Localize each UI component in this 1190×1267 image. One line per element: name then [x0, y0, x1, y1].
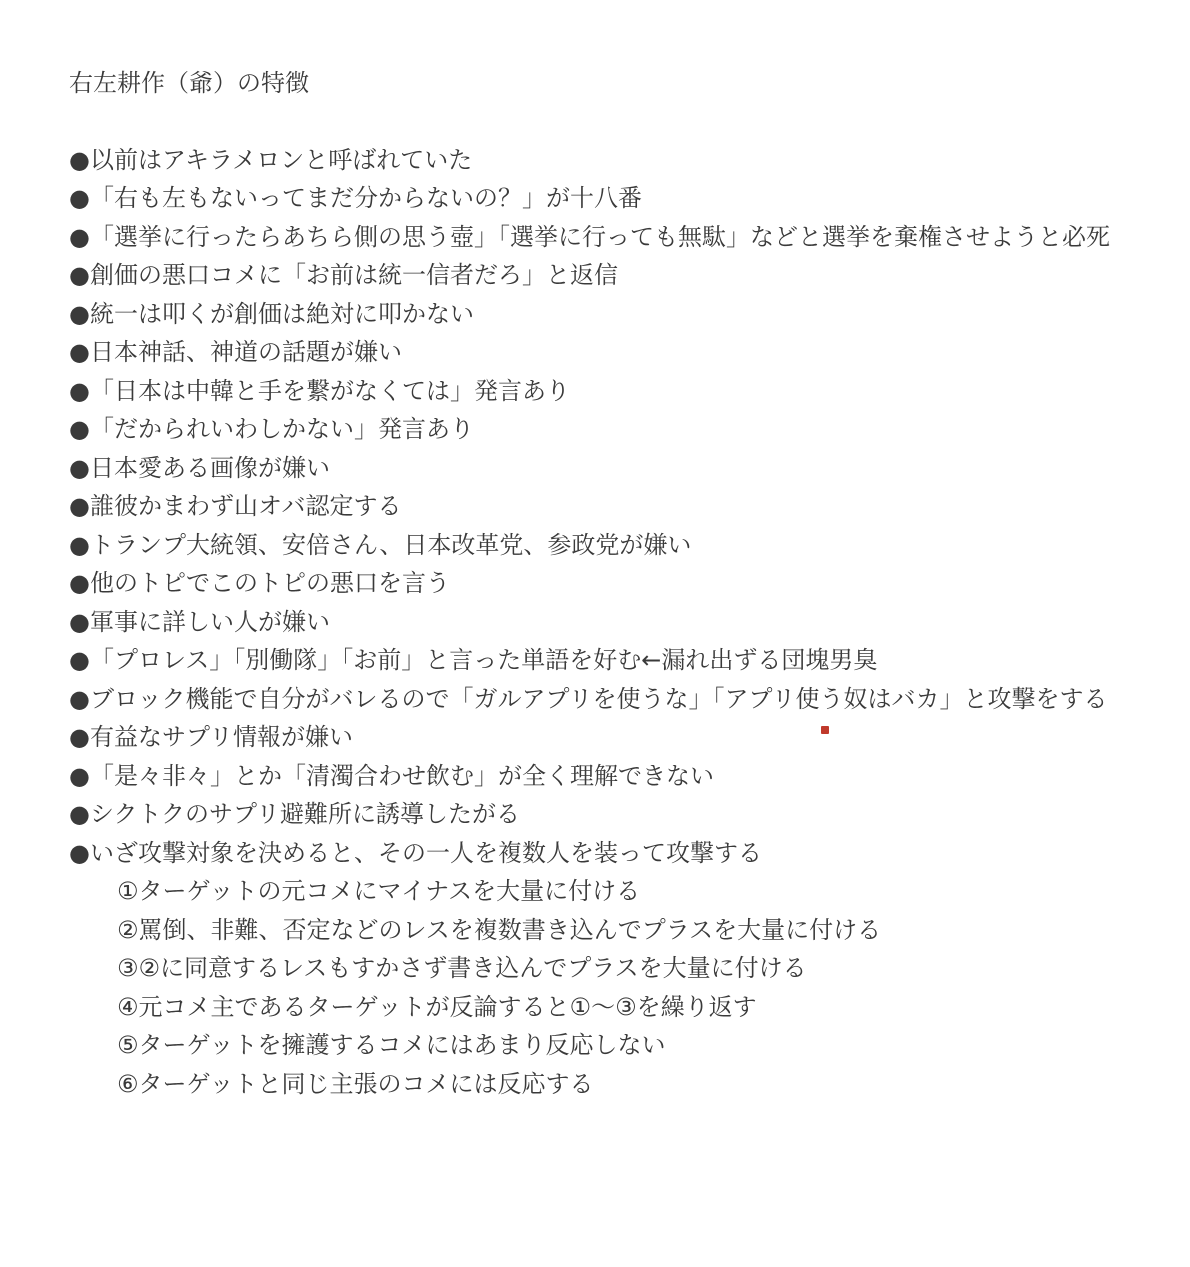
- attack-step-item: ⑤ターゲットを擁護するコメにはあまり反応しない: [117, 1031, 666, 1059]
- attack-step-item: ④元コメ主であるターゲットが反論すると①〜③を繰り返す: [117, 992, 757, 1021]
- trait-item: ●「是々非々」とか「清濁合わせ飲む」が全く理解できない: [69, 761, 714, 790]
- trait-item: ●トランプ大統領、安倍さん、日本改革党、参政党が嫌い: [69, 530, 692, 559]
- attack-step-item: ②罵倒、非難、否定などのレスを複数書き込んでプラスを大量に付ける: [117, 915, 882, 944]
- trait-item: ●以前はアキラメロンと呼ばれていた: [69, 145, 473, 174]
- trait-item: ●「だかられいわしかない」発言あり: [69, 415, 474, 443]
- trait-item: ●統一は叩くが創価は絶対に叩かない: [69, 299, 474, 328]
- trait-item: ●「選挙に行ったらあちら側の思う壺」「選挙に行っても無駄」などと選挙を棄権させようと必死: [69, 222, 1110, 251]
- trait-item: ●「日本は中韓と手を繋がなくては」発言あり: [69, 376, 570, 405]
- document: [69, 64, 1119, 1103]
- trait-item: ●日本神話、神道の話題が嫌い: [69, 338, 402, 366]
- trait-item: ●軍事に詳しい人が嫌い: [69, 607, 330, 636]
- trait-item: ●他のトピでこのトピの悪口を言う: [69, 569, 450, 597]
- attack-step-item: ①ターゲットの元コメにマイナスを大量に付ける: [117, 877, 641, 905]
- trait-item: ●誰彼かまわず山オバ認定する: [69, 492, 402, 520]
- trait-item: ●「右も左もないってまだ分からないの？」が十八番: [69, 184, 642, 212]
- document-title: 右左耕作（爺）の特徴: [69, 69, 309, 97]
- attack-step-item: ③②に同意するレスもすかさず書き込んでプラスを大量に付ける: [117, 954, 807, 982]
- trait-list: [69, 141, 1119, 1104]
- red-marker: [821, 726, 829, 734]
- attack-step-item: ⑥ターゲットと同じ主張のコメには反応する: [117, 1069, 594, 1098]
- trait-item: ●シクトクのサプリ避難所に誘導したがる: [69, 800, 521, 828]
- trait-item: ●いざ攻撃対象を決めると、その一人を複数人を装って攻撃する: [69, 838, 762, 867]
- trait-item: ●「プロレス」「別働隊」「お前」と言った単語を好む←漏れ出ずる団塊男臭: [69, 646, 878, 674]
- trait-item: ●創価の悪口コメに「お前は統一信者だろ」と返信: [69, 261, 618, 289]
- trait-item: ●日本愛ある画像が嫌い: [69, 453, 330, 482]
- trait-item: ●有益なサプリ情報が嫌い: [69, 723, 353, 751]
- trait-item: ●ブロック機能で自分がバレるので「ガルアプリを使うな」「アプリ使う奴はバカ」と攻撃をする: [69, 684, 1108, 713]
